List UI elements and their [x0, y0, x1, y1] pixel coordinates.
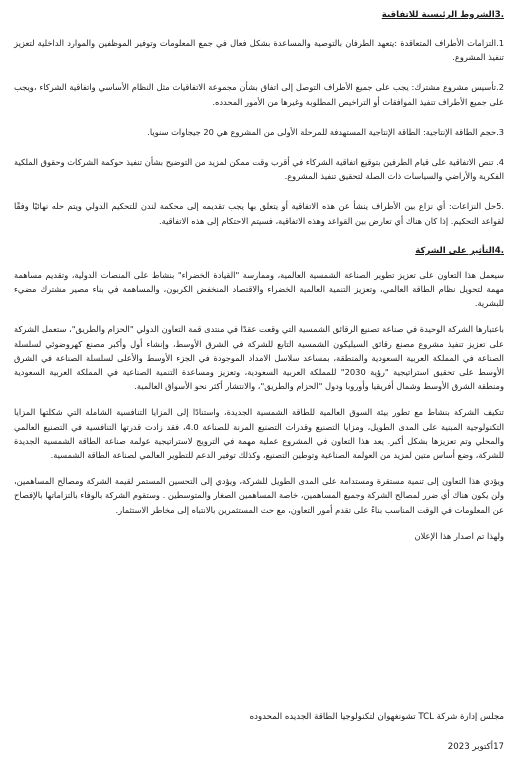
- section4-paragraph-1: سيعمل هذا التعاون على تعزيز تطوير الصناعة الشمسية العالمية، وممارسة "القيادة الخضراء" بنشاط على المنصات الدولية، وتقديم مساهمة مهمة لتحويل نظام الطاقة العالمي، وتعزيز التنمية العالمية الخضراء والاقتصاد المنخفض الكربون، والمساهمة في بناء مصير مشترك مضيء للبشرية.: [14, 269, 504, 309]
- section4-paragraph-3: تتكيف الشركة بنشاط مع تطور بيئة السوق العالمية للطاقة الشمسية الجديدة، واستنادًا إلى المزايا التنافسية الشاملة التي شكلتها المزايا التكنولوجية المبنية على المدى الطويل، ومزايا التصنيع وقدرات التصنيع المرنة للصناعة 4.0، فقد زادت قدرتها التنافسية في التصنيع العالمي والمحلي وتم تعزيزها بشكل أكبر. يعد هذا التعاون في المشروع عملية مهمة في الترويج لاستراتيجية عولمة صناعة الطاقة الشمسية الجديدة للشركة، وضع أساس متين لمزيد من العولمة الصناعية وتوطين التصنيع، وكذلك توفير الدعم للتطوير العالمي لصناعة الطاقة الشمسية.: [14, 407, 505, 461]
- section4-heading: .4التأثير على الشركة: [415, 245, 504, 256]
- section3-item-1: 1.التزامات الأطراف المتعاقدة :يتعهد الطرفان بالتوصية والمساعدة بشكل فعال في جمع المعلومات وتوفير الموظفين والموارد الداخلية لتعزيز تنفيذ المشروع.: [14, 38, 504, 63]
- section3-item-3: 3.حجم الطاقة الإنتاجية: الطاقة الإنتاجية المستهدفة للمرحلة الأولى من المشروع هي 20 جيجاوات سنويا.: [147, 126, 504, 137]
- section3-item-2: 2.تأسيس مشروع مشترك: يجب على جميع الأطراف التوصل إلى اتفاق بشأن مجموعة الاتفاقيات مثل النظام الأساسي واتفاقية الشركاء ،ويجب على جميع الأطراف تنفيذ الموافقات أو التراخيص المطلوبة وغيرها من الأمور المحدده.: [14, 82, 504, 107]
- board-signature: مجلس إدارة شركة TCL تشونغهوان لتكنولوجيا الطاقة الجديده المحدوده: [249, 712, 504, 722]
- section3-heading: .3الشروط الرئيسية للاتفاقية: [381, 10, 504, 20]
- section4-paragraph-4: ويؤدي هذا التعاون إلى تنمية مستقرة ومستدامة على المدى الطويل للشركة، ويؤدي إلى التحسين المستمر لقيمة الشركة ومصالح المساهمين، ولن يكون هناك أي ضرر لمصالح الشركة وجميع المساهمين، خاصة المساهمين الصغار والمتوسطين . وستقوم الشركة بالوفاء بالتزاماتها بالإفصاح عن المعلومات في الوقت المناسب بناءً على تقدم أمور التعاون، مع حث المستثمرين بالانتباه إلى مخاطر الاستثمار.: [14, 476, 504, 515]
- announcement-date: 17أكتوبر 2023: [447, 742, 504, 752]
- announcement-page: [14, 10, 504, 543]
- section4-paragraph-2: باعتبارها الشركة الوحيدة في صناعة تصنيع الرقائق الشمسية التي وقعت عقدًا في منتدى قمة التعاون الدولي "الحزام والطريق"، ستعمل الشركة على تعزيز تنفيذ مشروع مصنع رقائق السيليكون الشمسية التابع للشركة في الشرق الأوسط، وإنشاء أول وأكبر مصنع كهروضوئي لسلسلة الصناعة في المملكة العربية السعودية والمنطقة، بمساعد سلاسل الامداد الموجودة في الجزء الأوسط والأعلى لسلسلة الصناعة في الشرق الأوسط على تحقيق استراتيجية "رؤية 2030" للمملكة العربية السعودية، وتعزيز ومساعدة التنمية الصناعية في المملكة العربية السعودية ومنطقة الشرق الأوسط وشمال أفريقيا وأوروبا ودول "الحزام والطريق"، والانتشار أكثر نحو الأسواق العالمية.: [14, 324, 504, 392]
- section3-item-4: 4. تنص الاتفاقية على قيام الطرفين بتوقيع اتفاقية الشركاء في أقرب وقت ممكن لمزيد من التوضيح بشأن تنفيذ حوكمة الشركات وحقوق الملكية الفكرية والأراضي والسياسات ذات الصلة لتحقيق تنفيذ المشروع.: [14, 157, 504, 182]
- closing-statement: ولهذا تم اصدار هذا الإعلان: [414, 530, 504, 541]
- section3-item-5: .5حل النزاعات: أي نزاع بين الأطراف ينشأ عن هذه الاتفاقية أو يتعلق بها يجب تقديمه إلى محكمة لندن للتحكيم الدولي ويتم حله نهائيًا وفقًا لقواعد التحكيم. إذا كان هناك أي تعارض بين القواعد وهذه الاتفاقية، فسيتم الاحتكام إلى هذه الاتفاقية.: [14, 201, 504, 226]
